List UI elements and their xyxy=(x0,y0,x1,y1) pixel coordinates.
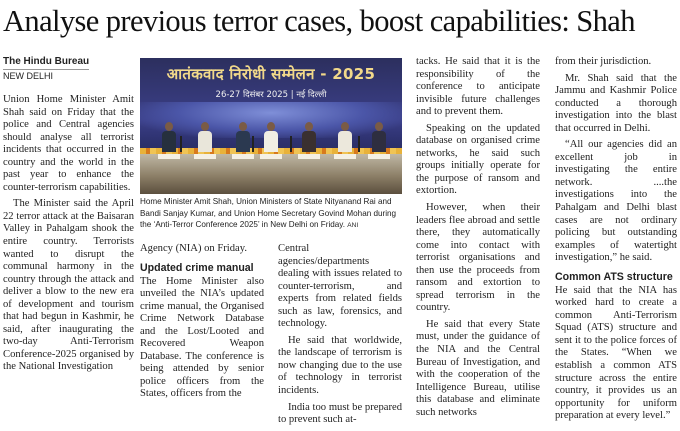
nameplate xyxy=(334,154,356,159)
paragraph: Central agencies/departments dealing with issues related to counter-terrorism, and experts from related fields such as law, forensics, and technology. xyxy=(278,243,402,330)
dateline: NEW DELHI xyxy=(3,71,54,81)
byline: The Hindu Bureau xyxy=(3,56,89,70)
nameplate xyxy=(194,154,216,159)
dignitary-figure xyxy=(236,122,250,152)
article-column-3 xyxy=(278,243,402,431)
paragraph: The Home Minister also unveiled the NIA’s updated crime manual, the Organised Crime Network Database and the Lost/Looted and Recovered Weapon Database. The conference is being attended by senior police officers from the States, officers from the xyxy=(140,275,264,400)
paragraph: from their jurisdiction. xyxy=(555,56,652,67)
dignitary-figure xyxy=(302,122,316,152)
paragraph: He said that worldwide, the landscape of terrorism is now changing due to the use of technology in terrorist incidents. xyxy=(278,334,402,397)
article-column-5 xyxy=(555,56,677,427)
photo-credit: ANI xyxy=(347,222,359,229)
paragraph: Mr. Shah said that the Jammu and Kashmir Police conducted a thorough investigation into the blast that occurred in Delhi. xyxy=(555,72,677,134)
paragraph: “All our agencies did an excellent job in investigating the entire network. ....the investigations into the Pahalgam and Delhi blast cases are not ordinary policing but outstanding examples of watertight investigation,” he said. xyxy=(555,139,677,264)
nameplate xyxy=(232,154,254,159)
paragraph: The Minister said the April 22 terror attack at the Baisaran Valley in Pahalgam shook the entire country. Terrorists wanted to disrupt the communal harmony in the country through the attack and deliver a blow to the new era of development and tourism that had begun in Kashmir, he said, after inaugurating the two-day Anti-Terrorism Conference-2025 organised by the National Investigation xyxy=(3,198,134,373)
paragraph: Union Home Minister Amit Shah said on Friday that the police and Central agencies should analyse all terrorist incidents that occurred in the country and the world in the past year to enhance the counter-terrorism capabilities. xyxy=(3,94,134,193)
nameplate xyxy=(368,154,390,159)
subheading: Common ATS structure xyxy=(555,270,673,283)
nameplate xyxy=(260,154,282,159)
news-photo xyxy=(140,58,402,194)
paragraph: India too must be prepared to prevent such at- xyxy=(278,401,402,426)
article-column-4 xyxy=(416,56,540,423)
paragraph: tacks. He said that it is the responsibility of the conference to anticipate invisible future challenges and to prevent them. xyxy=(416,56,540,118)
dignitary-figure xyxy=(372,122,386,152)
paragraph: Agency (NIA) on Friday. xyxy=(140,243,247,254)
nameplate xyxy=(158,154,180,159)
paragraph: He said that every State must, under the guidance of the NIA and the Central Bureau of Investigation, and with the cooperation of the Intelligence Bureau, utilise this database and eliminate such networks xyxy=(416,318,540,418)
headline: Analyse previous terror cases, boost capabilities: Shah xyxy=(3,4,635,38)
paragraph: However, when their leaders flee abroad and settle there, they automatically come into contact with terrorist organisations and then use the proceeds from ransom and extortion to spread terrorism in the country. xyxy=(416,202,540,314)
paragraph: Speaking on the updated database on organised crime networks, he said such groups initially operate for the purpose of ransom and extortion. xyxy=(416,122,540,197)
dignitary-figure xyxy=(338,122,352,152)
subheading: Updated crime manual xyxy=(140,261,254,274)
dignitary-figure xyxy=(264,122,278,152)
dignitary-figure xyxy=(162,122,176,152)
caption-text: Home Minister Amit Shah, Union Ministers of State Nityanand Rai and Bandi Sanjay Kumar, and Union Home Secretary Govind Mohan during the ‘Anti-Terror Conference 2025’ in New Delhi on Friday. xyxy=(140,197,397,229)
microphone xyxy=(358,136,360,152)
photo-banner-title: आतंकवाद निरोधी सम्मेलन - 2025 xyxy=(166,65,376,83)
dignitary-figure xyxy=(198,122,212,152)
article-column-1 xyxy=(3,56,134,378)
paragraph: He said that the NIA has worked hard to create a common Anti-Terrorism Squad (ATS) structure and sent it to the police forces of the States. “When we establish a common ATS structure across the entire country, it provides us an opportunity for uniform preparation at every level.” xyxy=(555,284,677,422)
microphone xyxy=(290,136,292,152)
photo-caption xyxy=(140,196,402,232)
nameplate xyxy=(298,154,320,159)
article-column-2 xyxy=(140,243,264,405)
photo-banner-subtitle: 26-27 दिसंबर 2025 | नई दिल्ली xyxy=(215,90,327,100)
microphone xyxy=(180,136,182,152)
microphone xyxy=(252,136,254,152)
